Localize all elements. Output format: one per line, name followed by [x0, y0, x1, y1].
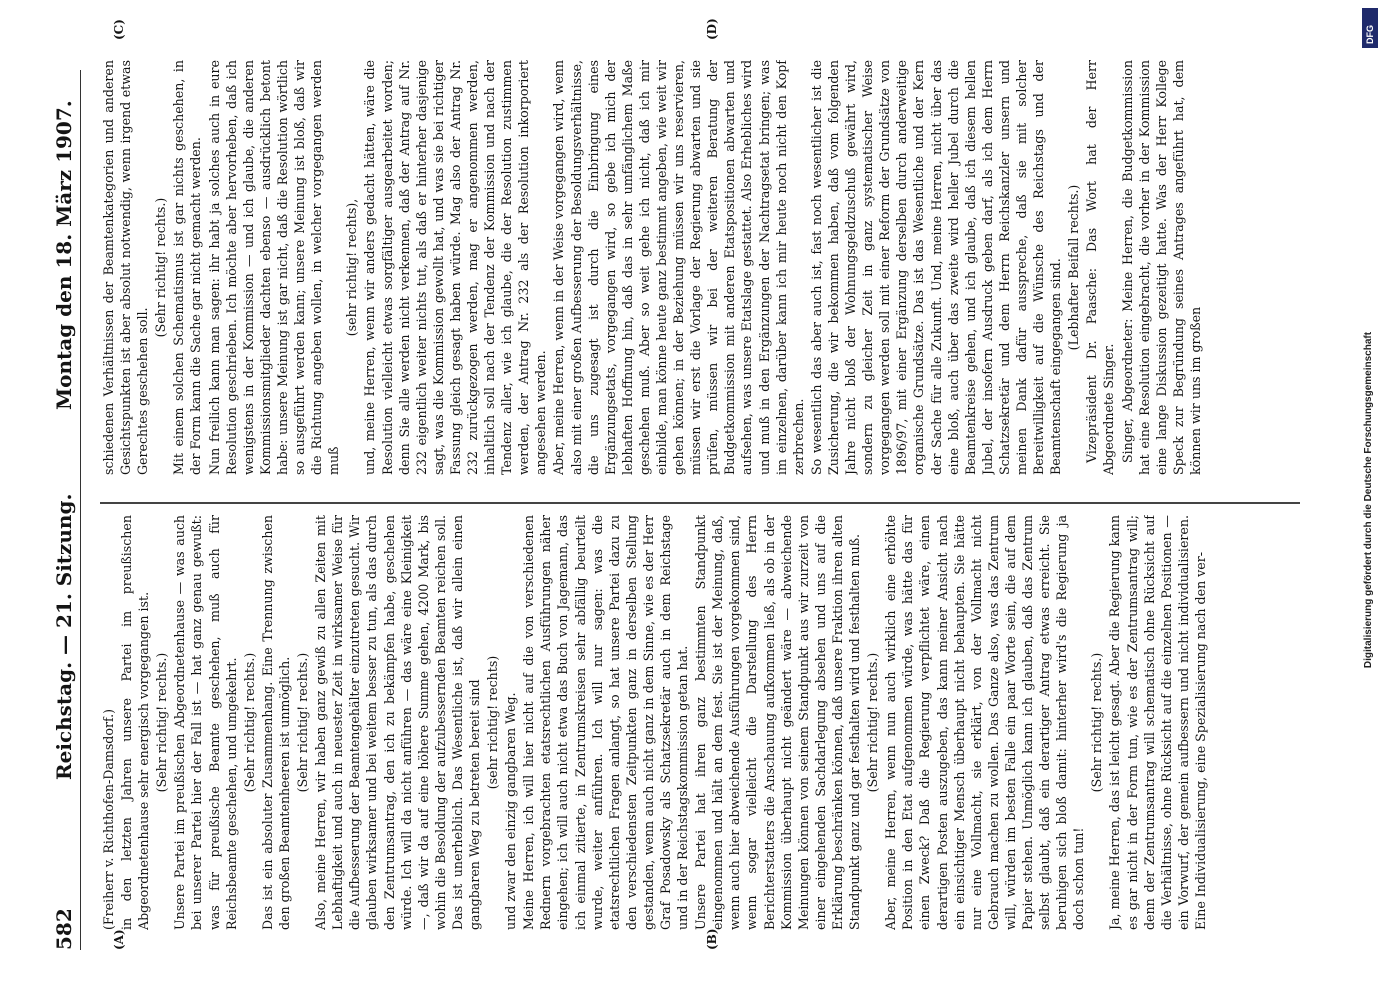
right-text-column [100, 60, 1300, 475]
interjection: (Sehr richtig! rechts.) [241, 652, 257, 793]
paragraph: Aber, meine Herren, wenn nun auch wirklich eine erhöhte Position in den Etat aufgenommen würde, was hätte das für einen Zweck? Daß die Regierung verpflichtet wäre, einen derartigen Posten auszugeben, das kann meiner Ansicht nach ein einsichtiger Mensch überhaupt nicht behaupten. Sie hätte nur eine Vollmacht, sie erklärt, von der Vollmacht nicht Gebrauch machen zu wollen. Das Ganze also, was das Zentrum will, würden im besten Falle ein paar Worte sein, die auf dem Papier stehen. Unmöglich kann ich glauben, daß das Zentrum selbst glaubt, daß ein derartiger Antrag etwas erreicht. Sie beruhigen sich bloß damit: hinterher wird's die Regierung ja doch schon tun! [883, 515, 1087, 930]
interjection: (Sehr richtig! rechts.) [154, 652, 170, 793]
paragraph: und zwar den einzig gangbaren Weg. [503, 692, 519, 930]
interjection: (Sehr richtig! rechts.) [1089, 652, 1105, 793]
column-divider [100, 503, 1300, 505]
margin-marker-d: (D) [705, 18, 719, 40]
interjection: (Lebhafter Beifall rechts.) [1066, 184, 1082, 351]
page-title: Reichstag. — 21. Sitzung. [52, 493, 76, 780]
paragraph: Das ist ein absoluter Zusammenhang. Eine Trennung zwischen den großen Beamtenheeren ist unmöglich. [259, 515, 292, 930]
interjection: (Sehr richtig! rechts.) [865, 652, 881, 793]
left-text-column [100, 515, 1300, 930]
paragraph: schiedenen Verhältnissen der Beamtenkategorien und anderen Gesichtspunkten ist aber absolut notwendig, wenn irgend etwas Gerechtes geschehen soll. [101, 60, 151, 475]
paragraph: Nun freilich kann man sagen: ihr habt ja solches auch in eure Resolution geschrieben. Ich möchte aber hervorheben, daß ich wenigstens in der Kommission — und ich glaube, die anderen Kommissionsmitglieder dachten ebenso — ausdrücklich betont habe: unsere Meinung ist gar nicht, daß die Resolution wörtlich so ausgeführt werden kann; unsere Meinung ist bloß, daß wir die Richtung angeben wollen, in welcher vorgegangen werden muß [206, 60, 342, 475]
paragraph: Ja, meine Herren, das ist leicht gesagt. Aber die Regierung kann es gar nicht in der Form tun, wie es der Zentrumsantrag will; denn der Zentrumsantrag will schematisch ohne Rücksicht auf die Verhältnisse, ohne Rücksicht auf die einzelnen Positionen — ein Vorwurf, der gemein aufbessern und nicht individualisieren. Eine Individualisierung, eine Spezialisierung nach den ver- [1107, 515, 1208, 930]
digitization-footer [1360, 8, 1380, 992]
dfg-logo-text: DFG [1365, 25, 1375, 44]
paragraph: Unsere Partei hat ihren ganz bestimmten Standpunkt eingenommen und hält an dem fest. Sie ist der Meinung, daß, wenn auch hier abweichende Ausführungen vorgekommen sind, wenn sogar vielleicht die Darstellung des Herrn Berichterstatters die Anschauung aufkommen ließ, als ob in der Kommission überhaupt nicht geändert wäre — abweichende Meinungen können von seinem Standpunkt aus wir zurzeit von einer eingehenden Sachdarlegung absehen und uns auf die Erklärung beschränken können, daß unsere Fraktion ihren alten Standpunkt ganz und gar festhalten wird und festhalten muß. [693, 515, 863, 930]
paragraph: Mit einem solchen Schematismus ist gar nichts geschehen, in der Form kann die Sache gar nicht gemacht werden. [171, 60, 204, 475]
paragraph: (Freiherr v. Richthofen-Damsdorf.) [101, 708, 116, 930]
dfg-logo [1362, 8, 1378, 48]
margin-marker-b: (B) [705, 928, 719, 950]
paragraph: Aber, meine Herren, wenn in der Weise vorgegangen wird, wenn also mit einer großen Aufbesserung der Besoldungsverhältnisse, die uns zugesagt ist durch die Einbringung eines Ergänzungsetats, vorgegangen wird, so gebe ich mich der lebhaften Hoffnung hin, daß das in sehr umfänglichem Maße geschehen muß. Aber so weit gehe ich nicht, daß ich mir einbilde, man könne heute ganz bestimmt angeben, wie weit wir gehen können; in der Beziehung müssen wir uns reservieren, müssen wir erst die Vorlage der Regierung abwarten und sie prüfen, müssen wir bei der weiteren Beratung der Budgetkommission mit anderen Etatspositionen abwarten und aufsehen, was unsere Etatslage gestattet. Also Erhebliches wird und muß in den Ergänzungen der Nachtragsetat bringen; was im einzelnen, darüber kann ich mir heute noch nicht den Kopf zerbrechen. [551, 60, 806, 475]
paragraph: Singer, Abgeordneter: Meine Herren, die Budgetkommission hat eine Resolution eingebracht, die vorher in der Kommission eine lange Diskussion gezeitigt hatte. Was der Herr Kollege Speck zur Begründung seines Antrages angeführt hat, dem können wir uns im großen [1119, 60, 1203, 475]
page-header [50, 70, 81, 950]
page-date: Montag den 18. März 1907. [52, 100, 76, 410]
digitization-note: Digitalisierung gefördert durch die Deutsche Forschungsgemeinschaft [1363, 331, 1374, 669]
interjection: (sehr richtig! rechts), [344, 198, 360, 337]
paragraph: So wesentlich das aber auch ist, fast noch wesentlicher ist die Zusicherung, die wir bekommen haben, daß vom folgenden Jahre nicht bloß der Wohnungsgeldzuschuß gewährt wird, sondern zu gleicher Zeit in ganz systematischer Weise vorgegangen werden soll mit einer Reform der Grundsätze von 1896/97, mit einer Ergänzung derselben durch anderweitige organische Grundsätze. Das ist das Wesentliche und der Kern der Sache für alle Zukunft. Und, meine Herren, nicht über das eine bloß, auch über das zweite wird heller Jubel durch die Beamtenkreise gehen, und ich glaube, daß ich diesem hellen Jubel, der insofern Ausdruck geben darf, als ich dem Herrn Schatzsekretär und dem Herrn Reichskanzler unsern und meinen Dank dafür ausspreche, daß sie mit solcher Bereitwilligkeit auf die Wünsche des Reichstags und der Beamtenschaft eingegangen sind. [808, 60, 1064, 475]
paragraph: Also, meine Herren, wir haben ganz gewiß zu allen Zeiten mit Lebhaftigkeit und auch in neuester Zeit in wirksamer Weise für die Aufbesserung der Beamtengehälter einzutreten gesucht. Wir glauben wirksamer und bei weitem besser zu tun, als das durch den Zentrumsantrag, den ich zu bekämpfen habe, geschehen würde. Ich will da nicht anführen — das wäre eine Kleinigkeit —, daß wir da auf eine höhere Summe gehen, 4200 Mark, bis wohin die Besoldung der aufzubessernden Beamten reichen soll. Das ist unerheblich. Das Wesentliche ist, daß wir allein einen gangbaren Weg zu betreten bereit sind [313, 515, 482, 930]
paragraph: und, meine Herren, wenn wir anders gedacht hätten, wäre die Resolution vielleicht etwas sorgfältiger ausgearbeitet worden; denn Sie alle werden nicht verkennen, daß der Antrag auf Nr. 232 eigentlich weiter nichts tut, als daß er hinterher dasjenige sagt, was die Kommission gewollt hat, und was sie bei richtiger Fassung gleich gesagt haben würde. Mag also der Antrag Nr. 232 zurückgezogen werden, mag er angenommen werden, inhaltlich soll nach der Tendenz der Kommission und nach der Tendenz aller, wie ich glaube, die der Resolution zustimmen werden, der Antrag Nr. 232 als der Resolution inkorporiert angesehen werden. [362, 60, 549, 475]
interjection: (sehr richtig! rechts) [485, 655, 501, 790]
paragraph: Unsere Partei im preußischen Abgeordnetenhause — was auch bei unserer Partei hier der Fall ist — hat ganz genau gewußt: was für preußische Beamte geschehen, muß auch für Reichsbeamte geschehen, und umgekehrt. [172, 515, 239, 930]
paragraph: Meine Herren, ich will hier nicht auf die von verschiedenen Rednern vorgebrachten etatsrechtlichen Ausführungen näher eingehen; ich will auch nicht etwa das Buch von Jagemann, das ich einmal zitierte, in Zentrumskreisen sehr abfällig beurteilt wurde, weiter anführen. Ich will nur sagen: was die etatsrechtlichen Fragen anlangt, so hat unsere Partei dazu zu den verschiedensten Zeitpunkten ganz in derselben Stellung gestanden, wenn auch nicht ganz in dem Sinne, wie es der Herr Graf Posadowsky als Schatzsekretär auch in dem Reichstage und in der Reichstagskommission getan hat. [521, 515, 691, 930]
page-number: 582 [52, 908, 76, 950]
margin-marker-c: (C) [112, 19, 126, 40]
paragraph: in den letzten Jahren unsere Partei im preußischen Abgeordnetenhause sehr energisch vorgegangen ist. [119, 515, 152, 930]
interjection: (Sehr richtig! rechts.) [153, 197, 169, 338]
margin-marker-a: (A) [112, 929, 126, 950]
interjection: (Sehr richtig! rechts.) [295, 652, 311, 793]
paragraph: Vizepräsident Dr. Paasche: Das Wort hat der Herr Abgeordnete Singer. [1084, 60, 1117, 475]
